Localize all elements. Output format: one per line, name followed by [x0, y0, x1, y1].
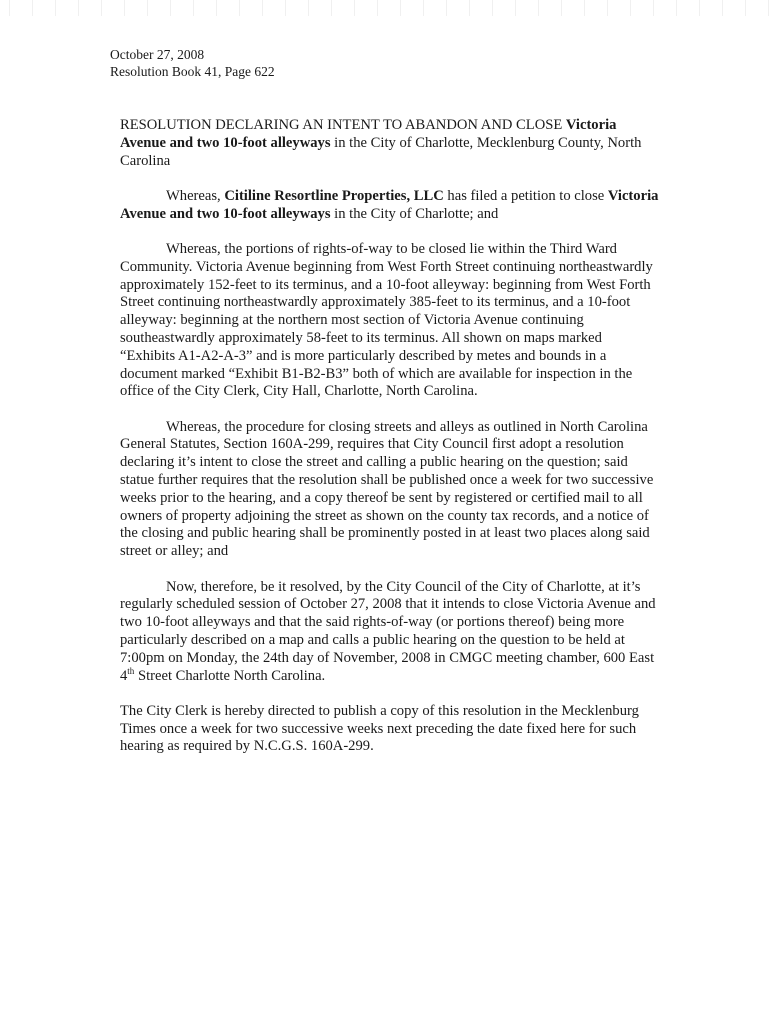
paragraph-resolved [120, 579, 660, 686]
p1-mid: has filed a petition to close [443, 187, 608, 204]
title-bold: Victoria Avenue and two 10-foot alleyways [120, 117, 617, 151]
paragraph-petition [120, 188, 660, 224]
paragraph-rights-of-way: Whereas, the portions of rights-of-way to be closed lie within the Third Ward Community. Victoria Avenue beginning from West Forth Street continuing northeastwardly approximately 152-feet to its terminus, and a 10-foot alleyway: beginning from West Forth Street continuing northeastwardly approximately 385-feet to its terminus, and a 10-foot alleyway: beginning at the northern most section of Victoria Avenue continuing southeastwardly approximately 58-feet to its terminus. All shown on maps marked “Exhibits A1-A2-A-3” and is more particularly described by metes and bounds in a document marked “Exhibit B1-B2-B3” both of which are available for inspection in the office of the City Clerk, City Hall, Charlotte, North Carolina. [120, 240, 653, 400]
p1-lead: Whereas, [166, 187, 225, 204]
p1-tail: in the City of Charlotte; and [330, 205, 499, 222]
title-tail: in the City of Charlotte, Mecklenburg County, North Carolina [120, 134, 642, 169]
p4-superscript: th [127, 665, 135, 676]
scan-noise-strip [0, 0, 770, 16]
resolution-title [120, 117, 660, 170]
p4-text: Now, therefore, be it resolved, by the City Council of the City of Charlotte, at it’s regularly scheduled session of October 27, 2008 that it intends to close Victoria Avenue and two 10-foot alleyways and that the said rights-of-way (or portions thereof) being more particularly described on a map and calls a public hearing on the question to be held at 7:00pm on Monday, the 24th day of November, 2008 in CMGC meeting chamber, 600 East 4 [120, 578, 656, 684]
p1-petitioner: Citiline Resortline Properties, LLC [224, 187, 444, 204]
title-lead: RESOLUTION DECLARING AN INTENT TO ABANDON AND CLOSE [120, 117, 566, 133]
p1-subject: Victoria Avenue and two 10-foot alleyways [120, 187, 659, 222]
header-date: October 27, 2008 [110, 47, 205, 62]
document-header [110, 46, 275, 80]
paragraph-clerk-directive: The City Clerk is hereby directed to publish a copy of this resolution in the Mecklenburg Times once a week for two successive weeks next preceding the date fixed here for such hearing as required by N.C.G.S. 160A-299. [120, 702, 639, 755]
resolution-body [120, 117, 660, 774]
p4-tail: Street Charlotte North Carolina. [134, 667, 326, 684]
paragraph-procedure: Whereas, the procedure for closing streets and alleys as outlined in North Carolina General Statutes, Section 160A-299, requires that City Council first adopt a resolution declaring it’s intent to close the street and calling a public hearing on the question; said statue further requires that the resolution shall be published once a week for two successive weeks prior to the hearing, and a copy thereof be sent by registered or certified mail to all owners of property adjoining the street as shown on the county tax records, and a notice of the closing and public hearing shall be prominently posted in at least two places along said street or alley; and [120, 418, 654, 560]
header-reference: Resolution Book 41, Page 622 [110, 64, 275, 79]
